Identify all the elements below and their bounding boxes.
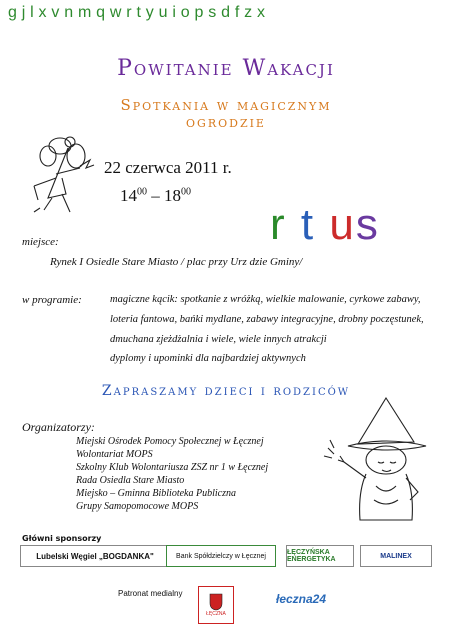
program-line-3: dmuchana zjeżdżalnia i wiele, wiele innych atrakcji: [110, 334, 327, 345]
sponsor-name: MALINEX: [380, 552, 412, 560]
organizer-item: Grupy Samopomocowe MOPS: [76, 501, 199, 512]
sponsor-name: Bank Spółdzielczy w Łęcznej: [176, 552, 266, 560]
logo-letter-t: t: [300, 200, 316, 249]
hours-to: 18: [164, 186, 181, 205]
organizer-item: Miejsko – Gminna Biblioteka Publiczna: [76, 488, 236, 499]
wizard-illustration: [318, 396, 436, 526]
organizer-item: Miejski Ośrodek Pomocy Społecznej w Łęcznej: [76, 436, 264, 447]
coat-of-arms-icon: [209, 593, 223, 611]
media-logo-leczna: [198, 586, 234, 624]
logo-letter-s: s: [355, 200, 380, 249]
poster-subtitle-line-2: ogrodzie: [186, 113, 266, 131]
logo-letter-u: u: [329, 200, 356, 249]
invitation-heading: Zapraszamy dzieci i rodziców: [101, 383, 351, 399]
program-line-4: dyplomy i upominki dla najbardziej aktywnych: [110, 353, 306, 364]
hours-from-min: 00: [137, 186, 147, 198]
sponsor-logo-energetyka: [286, 545, 354, 567]
poster-title: Powitanie Wakacji: [117, 56, 335, 81]
organizer-item: Szkolny Klub Wolontariusza ZSZ nr 1 w Łęcznej: [76, 462, 269, 473]
place-label: miejsce:: [22, 236, 59, 248]
sponsors-label: Główni sponsorzy: [22, 534, 102, 543]
fairy-illustration: [20, 128, 100, 216]
sponsor-logo-bogdanka: [20, 545, 170, 567]
hours-to-min: 00: [181, 186, 191, 198]
program-line-2: loteria fantowa, bańki mydlane, zabawy integracyjne, drobny poczęstunek,: [110, 314, 424, 325]
organizers-label: Organizatorzy:: [22, 420, 95, 434]
event-date: 22 czerwca 2011 r.: [104, 158, 232, 177]
colorful-logo: [270, 200, 380, 250]
sponsor-logo-malinex: [360, 545, 432, 567]
hours-dash: –: [151, 186, 160, 205]
alphabet-strip: g j l x v n m q w r t y u i o p s d f z x: [8, 4, 266, 21]
program-label: w programie:: [22, 294, 82, 306]
logo-letter-r: r: [270, 200, 287, 249]
event-hours: [120, 186, 191, 206]
media-logo-leczna24: łeczna24: [276, 592, 327, 606]
sponsor-name: Lubelski Węgiel „BOGDANKA": [36, 551, 154, 561]
media-patron-label: Patronat medialny: [118, 589, 183, 598]
organizer-item: Wolontariat MOPS: [76, 449, 153, 460]
sponsor-name: ŁĘCZYŃSKA ENERGETYKA: [287, 549, 336, 563]
program-line-1: magiczne kącik: spotkanie z wróżką, wielkie malowanie, cyrkowe zabawy,: [110, 294, 421, 305]
sponsor-logo-bank: [166, 545, 276, 567]
media-name: ŁĘCZNA: [206, 611, 226, 617]
place-text: Rynek I Osiedle Stare Miasto / plac przy Urz dzie Gminy/: [50, 256, 303, 268]
poster-subtitle-line-1: Spotkania w magicznym: [120, 96, 332, 114]
hours-from: 14: [120, 186, 137, 205]
organizer-item: Rada Osiedla Stare Miasto: [76, 475, 185, 486]
